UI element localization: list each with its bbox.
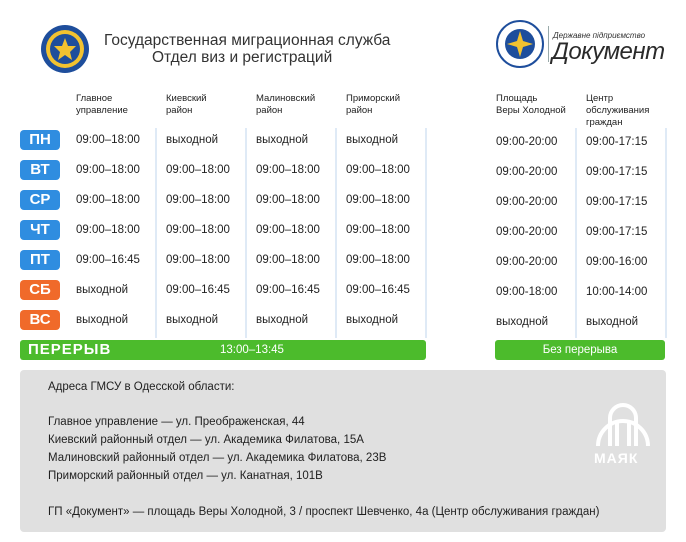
cell-malin: 09:00–16:45 [256, 284, 320, 296]
cell-prim: 09:00–18:00 [346, 194, 410, 206]
break-bar [20, 340, 426, 360]
cell-main: выходной [76, 284, 129, 296]
cell-prim: 09:00–18:00 [346, 164, 410, 176]
cell-malin: 09:00–18:00 [256, 194, 320, 206]
column-header-prim: Приморский район [346, 93, 401, 116]
cell-center: 09:00-17:15 [586, 136, 648, 148]
address-line: Главное управление — ул. Преображенская, 44 [48, 416, 305, 428]
header-title-line1: Государственная миграционная служба [104, 32, 391, 49]
address-line: Приморский районный отдел — ул. Канатная, 101В [48, 470, 323, 482]
day-badge: СР [20, 190, 60, 210]
column-header-center: Центр обслуживания граждан [586, 93, 650, 128]
cell-main: 09:00–18:00 [76, 194, 140, 206]
column-divider [665, 128, 667, 338]
cell-center: 09:00-16:00 [586, 256, 648, 268]
cell-center: 09:00-17:15 [586, 226, 648, 238]
cell-vera: 09:00-20:00 [496, 226, 558, 238]
day-badge: ПТ [20, 250, 60, 270]
mayak-logo-text: МАЯК [594, 450, 639, 466]
column-header-kiev: Киевский район [166, 93, 207, 116]
day-badge-weekend: СБ [20, 280, 60, 300]
cell-malin: 09:00–18:00 [256, 164, 320, 176]
column-divider [335, 128, 337, 338]
cell-prim: 09:00–16:45 [346, 284, 410, 296]
cell-prim: 09:00–18:00 [346, 224, 410, 236]
document-company-logo-icon [496, 20, 544, 68]
no-break-bar: Без перерыва [495, 340, 665, 360]
document-address-line: ГП «Документ» — площадь Веры Холодной, 3 / проспект Шевченко, 4а (Центр обслуживания граждан) [48, 506, 600, 518]
column-header-malin: Малиновский район [256, 93, 316, 116]
addresses-title: Адреса ГМСУ в Одесской области: [48, 381, 235, 393]
cell-kiev: 09:00–18:00 [166, 224, 230, 236]
cell-main: 09:00–18:00 [76, 134, 140, 146]
cell-malin: 09:00–18:00 [256, 224, 320, 236]
day-badge: ВТ [20, 160, 60, 180]
cell-vera: 09:00-20:00 [496, 256, 558, 268]
day-badge-weekend: ВС [20, 310, 60, 330]
column-header-vera: Площадь Веры Холодной [496, 93, 566, 116]
break-time: 13:00–13:45 [220, 344, 284, 356]
cell-vera: 09:00-20:00 [496, 136, 558, 148]
cell-center: выходной [586, 316, 639, 328]
cell-kiev: 09:00–18:00 [166, 254, 230, 266]
header-title-line2: Отдел виз и регистраций [152, 49, 333, 66]
address-line: Киевский районный отдел — ул. Академика Филатова, 15А [48, 434, 364, 446]
column-divider [425, 128, 427, 338]
cell-vera: 09:00-20:00 [496, 196, 558, 208]
cell-kiev: 09:00–18:00 [166, 164, 230, 176]
address-line: Малиновский районный отдел — ул. Академика Филатова, 23В [48, 452, 387, 464]
break-label: ПЕРЕРЫВ [28, 341, 112, 358]
cell-prim: выходной [346, 134, 399, 146]
column-header-main: Главное управление [76, 93, 128, 116]
logo-divider [548, 26, 549, 62]
cell-vera: 09:00-18:00 [496, 286, 558, 298]
cell-kiev: выходной [166, 134, 219, 146]
document-company-name: Документ [552, 38, 665, 65]
cell-prim: 09:00–18:00 [346, 254, 410, 266]
migration-service-emblem-icon [40, 24, 90, 74]
day-badge: ЧТ [20, 220, 60, 240]
column-divider [155, 128, 157, 338]
cell-main: 09:00–18:00 [76, 164, 140, 176]
cell-main: выходной [76, 314, 129, 326]
cell-center: 10:00-14:00 [586, 286, 648, 298]
cell-vera: 09:00-20:00 [496, 166, 558, 178]
cell-center: 09:00-17:15 [586, 166, 648, 178]
column-divider [575, 128, 577, 338]
cell-kiev: 09:00–16:45 [166, 284, 230, 296]
cell-prim: выходной [346, 314, 399, 326]
cell-malin: 09:00–18:00 [256, 254, 320, 266]
cell-main: 09:00–18:00 [76, 224, 140, 236]
cell-malin: выходной [256, 134, 309, 146]
document-company-subtitle: Державне підприємство [553, 31, 646, 40]
cell-malin: выходной [256, 314, 309, 326]
cell-kiev: выходной [166, 314, 219, 326]
column-divider [245, 128, 247, 338]
day-badge: ПН [20, 130, 60, 150]
cell-kiev: 09:00–18:00 [166, 194, 230, 206]
cell-vera: выходной [496, 316, 549, 328]
cell-main: 09:00–16:45 [76, 254, 140, 266]
cell-center: 09:00-17:15 [586, 196, 648, 208]
